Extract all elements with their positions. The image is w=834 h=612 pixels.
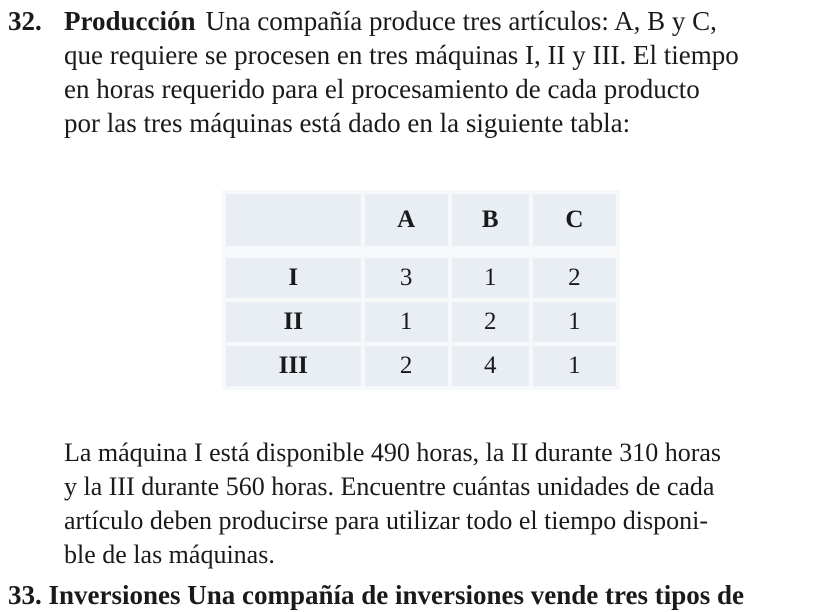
table-cell: 1	[452, 258, 529, 298]
table-cell: 2	[533, 258, 616, 298]
problem-closing	[64, 436, 824, 572]
intro-line-3: en horas requerido para el procesamiento de cada producto	[64, 74, 700, 104]
table-spacer	[226, 250, 616, 254]
closing-line-2: y la III durante 560 horas. Encuentre cuántas unidades de cada	[64, 472, 715, 501]
next-problem-partial	[8, 578, 744, 612]
table-cell: 4	[452, 346, 529, 386]
table-cell: 2	[365, 346, 448, 386]
next-problem-number: 33.	[8, 580, 42, 610]
problem-intro	[64, 4, 824, 140]
intro-line-4: por las tres máquinas está dado en la siguiente tabla:	[64, 108, 631, 138]
next-problem-text: Inversiones Una compañía de inversiones vende tres tipos de	[48, 580, 745, 610]
closing-line-3: artículo deben producirse para utilizar todo el tiempo disponi-	[64, 506, 709, 535]
closing-line-4: ble de las máquinas.	[64, 540, 275, 569]
row-label-i: I	[226, 258, 361, 298]
column-header-c: C	[533, 194, 616, 246]
table-cell: 1	[533, 302, 616, 342]
table-row	[226, 346, 616, 386]
problem-number: 32.	[8, 6, 42, 36]
table-cell: 1	[365, 302, 448, 342]
closing-line-1: La máquina I está disponible 490 horas, la II durante 310 horas	[64, 438, 722, 467]
column-header-b: B	[452, 194, 529, 246]
table-cell: 1	[533, 346, 616, 386]
machine-time-table	[222, 190, 620, 390]
column-header-a: A	[365, 194, 448, 246]
table-cell: 2	[452, 302, 529, 342]
table-cell: 3	[365, 258, 448, 298]
table-row	[226, 302, 616, 342]
row-label-iii: III	[226, 346, 361, 386]
problem-term: Producción	[64, 6, 196, 36]
machine-time-table-container	[222, 190, 620, 390]
row-label-ii: II	[226, 302, 361, 342]
table-header-row	[226, 194, 616, 246]
table-corner-cell	[226, 194, 361, 246]
intro-line-2: que requiere se procesen en tres máquinas I, II y III. El tiempo	[64, 40, 739, 70]
intro-line-1: Producción Una compañía produce tres artículos: A, B y C,	[64, 6, 717, 36]
table-row	[226, 258, 616, 298]
